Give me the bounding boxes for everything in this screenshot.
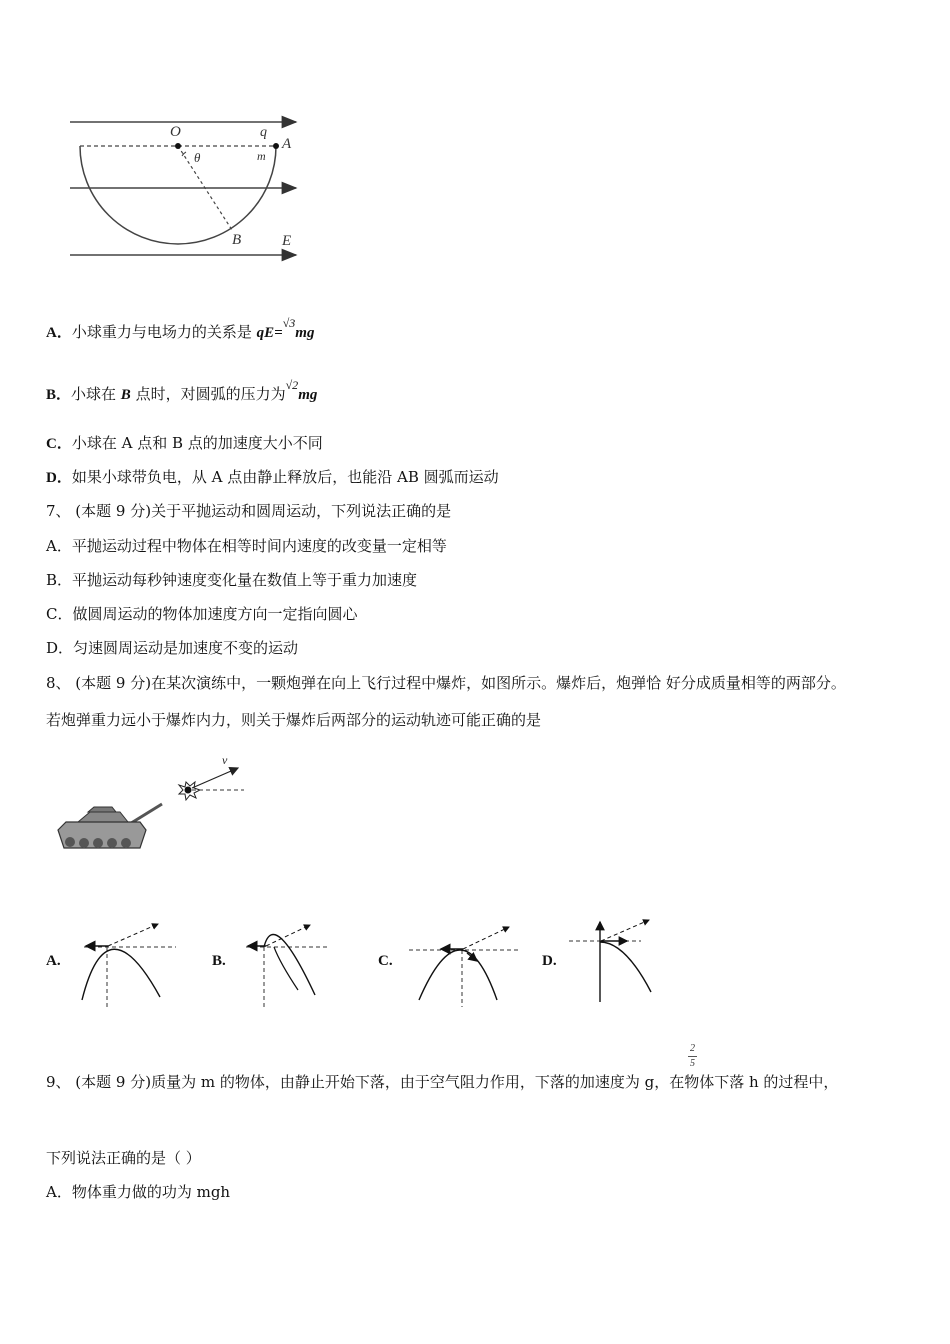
tank-icon <box>58 804 162 848</box>
q6-option-b: B．小球在 B 点时，对圆弧的压力为$^{√2}$mg <box>46 378 318 403</box>
q8-option-d-trajectory <box>565 912 665 1007</box>
label-O: O <box>170 124 181 140</box>
q6-option-c: C．小球在 A 点和 B 点的加速度大小不同 <box>46 434 323 452</box>
q7-option-b: B．平抛运动每秒钟速度变化量在数值上等于重力加速度 <box>46 571 418 589</box>
q7-option-c: C．做圆周运动的物体加速度方向一定指向圆心 <box>46 605 358 623</box>
tank-shell-figure <box>50 752 250 864</box>
q8-option-d-letter: D. <box>542 953 557 969</box>
q8-stem-line2: 若炮弹重力远小于爆炸内力，则关于爆炸后两部分的运动轨迹可能正确的是 <box>46 711 542 729</box>
label-A: A <box>282 136 292 152</box>
q7-option-d: D．匀速圆周运动是加速度不变的运动 <box>46 639 299 657</box>
label-E: E <box>282 233 292 249</box>
q7-stem: 7、 (本题 9 分)关于平抛运动和圆周运动，下列说法正确的是 <box>46 502 452 520</box>
q6-option-a: A．小球重力与电场力的关系是 qE=$^{√3}$mg <box>46 316 315 341</box>
velocity-arrow <box>192 768 238 788</box>
q8-option-a-letter: A. <box>46 953 61 969</box>
q9-option-a: A．物体重力做的功为 mgh <box>46 1183 231 1201</box>
point-A <box>273 143 279 149</box>
field-semicircle-figure <box>60 110 320 270</box>
q9-stem: 9、 (本题 9 分)质量为 m 的物体，由静止开始下落，由于空气阻力作用，下落的加速度为 g，在物体下落 h 的过程中， <box>46 1073 839 1091</box>
label-m: m <box>257 149 266 163</box>
q9-fraction-bar <box>688 1056 697 1057</box>
semicircle-arc <box>80 146 276 244</box>
q8-option-a-trajectory <box>76 915 186 1010</box>
label-B: B <box>232 232 242 248</box>
q8-option-c-letter: C. <box>378 953 393 969</box>
label-q: q <box>260 125 267 140</box>
q9-fraction-denominator: 5 <box>690 1058 695 1069</box>
q9-stem-line2: 下列说法正确的是（ ） <box>46 1149 201 1167</box>
q8-option-b-trajectory <box>240 915 350 1010</box>
point-O <box>175 143 181 149</box>
q8-option-c-trajectory <box>405 915 525 1010</box>
label-theta: θ <box>194 150 201 165</box>
q8-option-b-letter: B. <box>212 953 226 969</box>
q6-option-d: D．如果小球带负电，从 A 点由静止释放后，也能沿 AB 圆弧而运动 <box>46 468 499 486</box>
q8-stem-line1: 8、 (本题 9 分)在某次演练中，一颗炮弹在向上飞行过程中爆炸，如图所示。爆炸后，炮弹恰 好分成质量相等的两部分。 <box>46 674 846 692</box>
q7-option-a: A．平抛运动过程中物体在相等时间内速度的改变量一定相等 <box>46 537 447 555</box>
explosion-icon <box>179 782 200 800</box>
q9-fraction-numerator: 2 <box>690 1043 695 1054</box>
velocity-label: v <box>222 753 228 767</box>
